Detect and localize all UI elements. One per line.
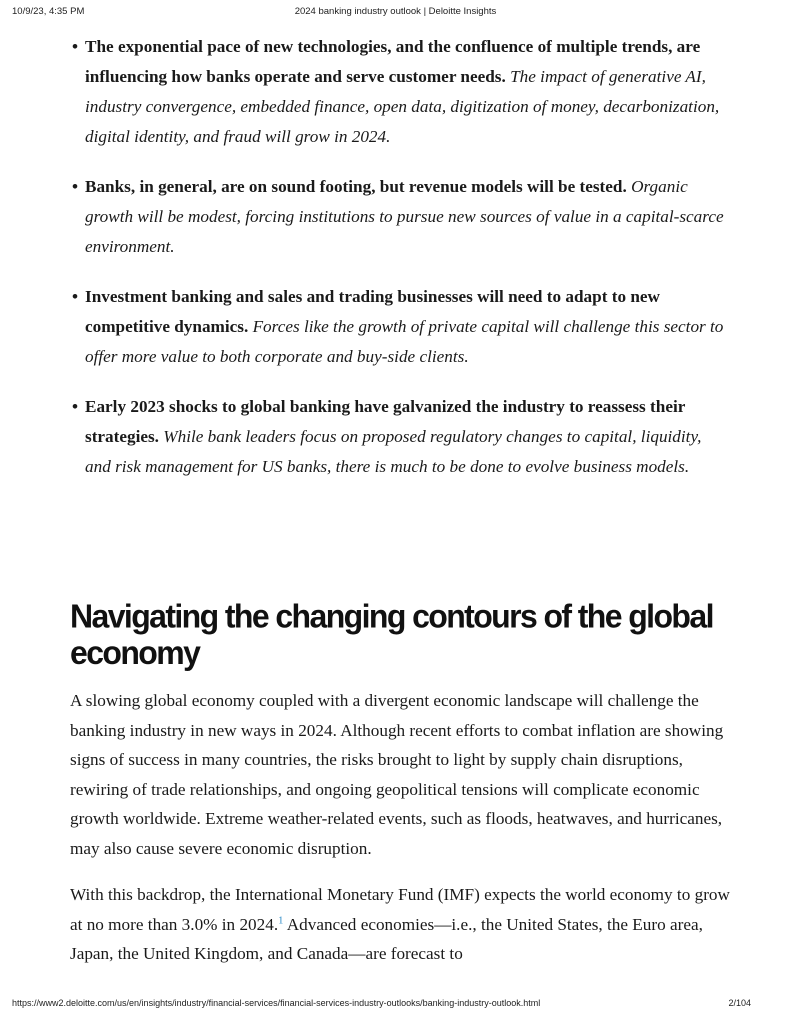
- bullet-icon: •: [72, 177, 79, 196]
- bullet-detail: Organic growth will be modest, forcing institutions to pursue new sources of value in a capital-scarce environment.: [85, 177, 724, 256]
- print-footer: [12, 998, 779, 1010]
- bullet-lead: Investment banking and sales and trading businesses will need to adapt to new competitive dynamics.: [85, 287, 660, 336]
- bullet-detail: While bank leaders focus on proposed regulatory changes to capital, liquidity, and risk management for US banks, there is much to be done to evolve business models.: [85, 427, 702, 476]
- list-item: [72, 392, 725, 482]
- body-paragraph: [70, 880, 730, 969]
- bullet-icon: •: [72, 37, 79, 56]
- page-number: 2/104: [728, 998, 751, 1008]
- page-url: https://www2.deloitte.com/us/en/insights/industry/financial-services/financial-services-industry-outlooks/banking-industry-outlook.html: [12, 998, 541, 1008]
- paragraph-text: With this backdrop, the International Monetary Fund (IMF) expects the world economy to grow at no more than 3.0% in 2024.: [70, 885, 730, 934]
- bullet-icon: •: [72, 287, 79, 306]
- key-takeaways-list: [0, 32, 791, 502]
- bullet-icon: •: [72, 397, 79, 416]
- paragraph-text: Advanced economies—i.e., the United States, the Euro area, Japan, the United Kingdom, and Canada—are forecast to: [70, 914, 703, 963]
- print-header: [12, 6, 779, 20]
- body-paragraph: A slowing global economy coupled with a divergent economic landscape will challenge the banking industry in new ways in 2024. Although recent efforts to combat inflation are showing signs of success in many countries, the risks brought to light by supply chain disruptions, rewiring of trade relationships, and ongoing geopolitical tensions will complicate economic growth worldwide. Extreme weather-related events, such as floods, heatwaves, and hurricanes, may also cause severe economic disruption.: [70, 691, 724, 858]
- print-page-title: 2024 banking industry outlook | Deloitte Insights: [294, 6, 497, 17]
- print-date: 10/9/23, 4:35 PM: [12, 6, 85, 17]
- list-item: [72, 282, 725, 372]
- bullet-detail: The impact of generative AI, industry convergence, embedded finance, open data, digitization of money, decarbonization, digital identity, and fraud will grow in 2024.: [85, 67, 720, 146]
- list-item: [72, 32, 725, 152]
- bullet-lead: Early 2023 shocks to global banking have galvanized the industry to reassess their strategies.: [85, 397, 686, 446]
- bullet-lead: The exponential pace of new technologies, and the confluence of multiple trends, are influencing how banks operate and serve customer needs.: [85, 37, 701, 86]
- list-item: [72, 172, 725, 262]
- bullet-lead: Banks, in general, are on sound footing, but revenue models will be tested.: [85, 177, 632, 196]
- footnote-link[interactable]: 1: [278, 914, 284, 926]
- bullet-detail: Forces like the growth of private capital will challenge this sector to offer more value to both corporate and buy-side clients.: [85, 317, 724, 366]
- section-heading: Navigating the changing contours of the global economy: [70, 596, 713, 672]
